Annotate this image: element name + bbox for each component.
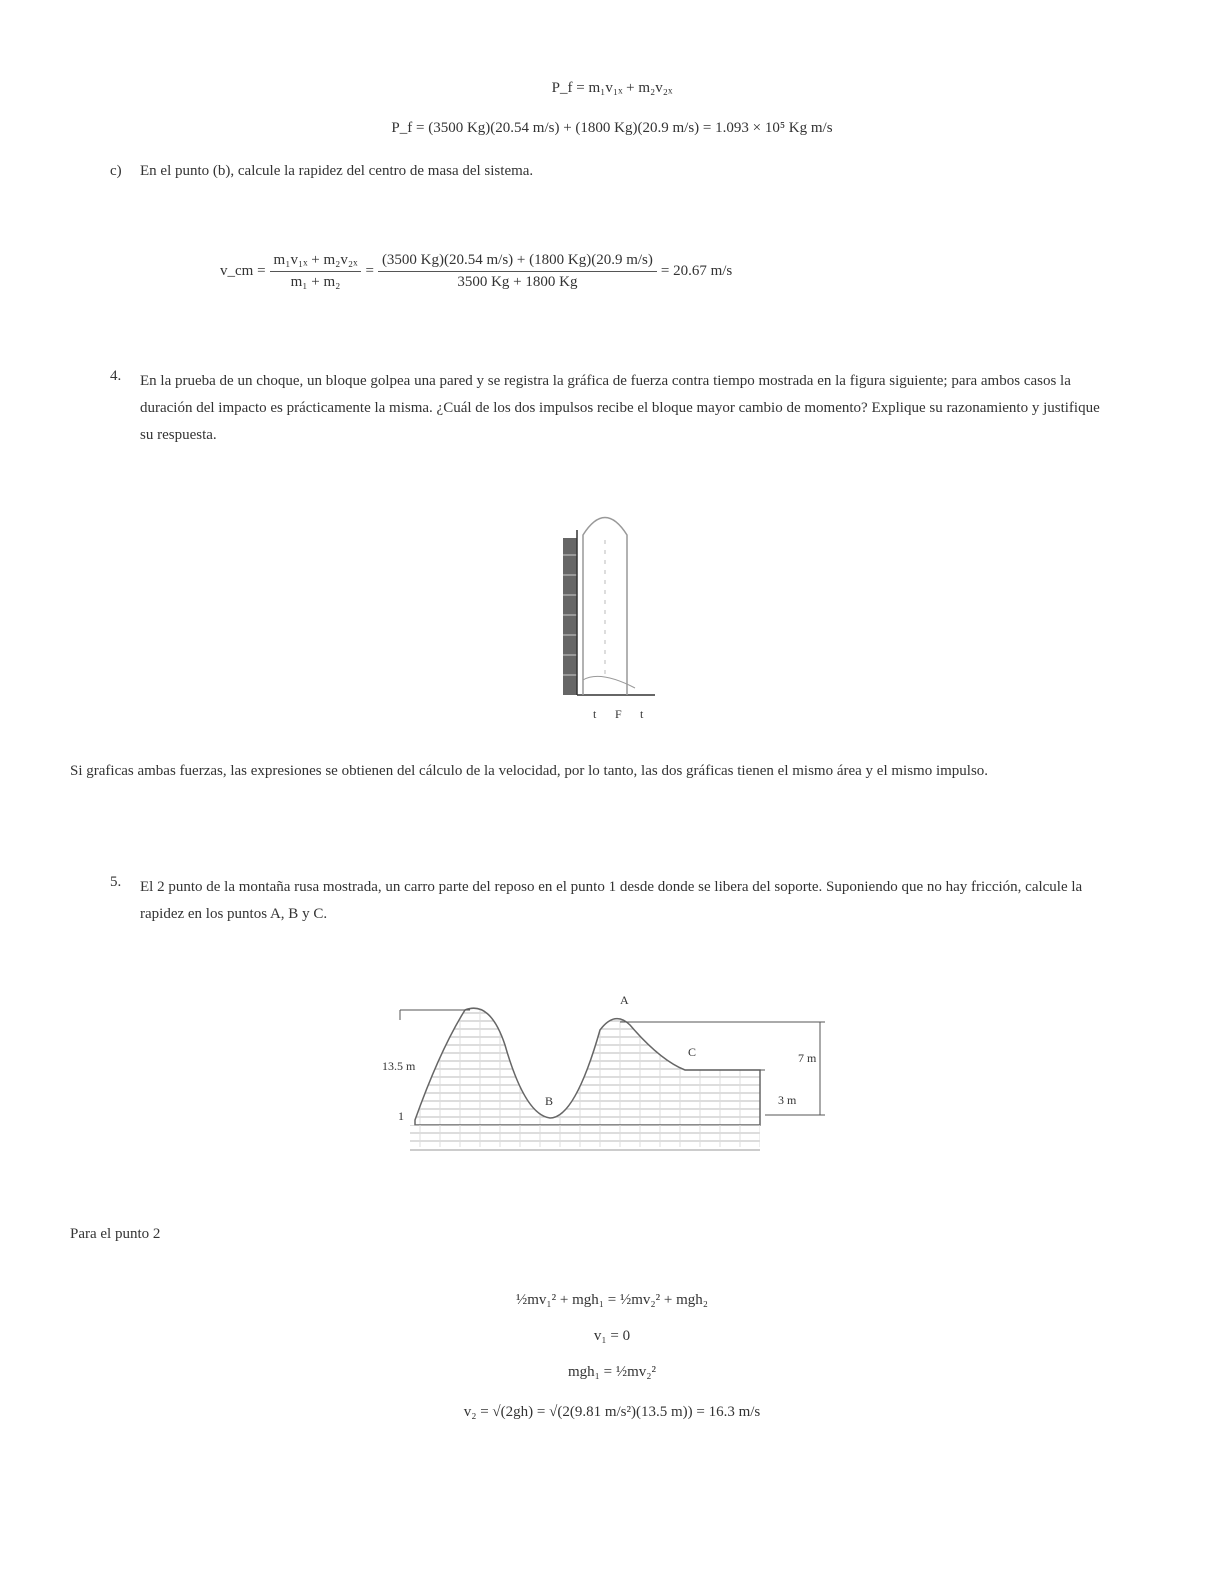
item-c-text: En el punto (b), calcule la rapidez del centro de masa del sistema. [140, 163, 534, 179]
axis-label: F [615, 707, 622, 721]
point-b-label: B [545, 1094, 554, 1108]
vcm-fraction-symbolic [270, 252, 362, 291]
height-label: 3 m [778, 1093, 797, 1107]
point-c-label: C [688, 1045, 697, 1059]
height-label: 7 m [798, 1051, 817, 1065]
height-label: 13.5 m [382, 1059, 416, 1073]
point-1-label: 1 [398, 1109, 404, 1123]
initial-velocity: v₁ = 0 [593, 1328, 631, 1344]
energy-equation: ½mv₁² + mgh₁ = ½mv₂² + mgh₂ [516, 1292, 708, 1308]
point-a-label: A [620, 993, 629, 1007]
denominator: 3500 Kg + 1800 Kg [457, 274, 578, 290]
vcm-fraction-numeric [378, 252, 657, 291]
answer-paragraph: Si graficas ambas fuerzas, las expresiones se obtienen del cálculo de la velocidad, por lo tanto, las dos gráficas tienen el mismo área y el mismo impulso. [70, 763, 989, 779]
axis-label: t [593, 707, 597, 721]
force-time-graph [555, 500, 665, 725]
item-5-text: El 2 punto de la montaña rusa mostrada, un carro parte del reposo en el punto 1 desde donde se libera del soporte. Suponiendo que no hay fricción, calcule la rapidez en los puntos A, B y C. [140, 879, 1083, 922]
axis-label: t [640, 707, 644, 721]
equation-momentum-value: P_f = (3500 Kg)(20.54 m/s) + (1800 Kg)(20.9 m/s) = 1.093 × 10⁵ Kg m/s [391, 120, 833, 136]
item-c-number: c) [110, 163, 122, 179]
energy-simplified: mgh₁ = ½mv₂² [567, 1364, 656, 1380]
numerator: m₁v₁ₓ + m₂v₂ₓ [270, 252, 362, 272]
section-label: Para el punto 2 [70, 1226, 161, 1242]
equation-momentum-def: P_f = m₁v₁ₓ + m₂v₂ₓ [551, 80, 673, 96]
item-5-number: 5. [110, 874, 122, 890]
roller-coaster-figure [370, 990, 850, 1160]
denominator: m₁ + m₂ [290, 274, 341, 290]
bar-impulse [563, 538, 577, 695]
force-curve [583, 518, 627, 696]
track [415, 1008, 760, 1125]
vcm-lhs: v_cm = [220, 263, 266, 279]
vcm-result: = 20.67 m/s [660, 263, 733, 279]
equation-vcm: v_cm = $\frac{\text{m₁v₁ₓ + m₂v₂ₓ}}{\text{m₁ + m₂}}$ = $\frac{(3500 Kg)(20.54 m/s) + (1800 Kg)(20.9 m/s)}{3500 Kg + 1800 Kg}$ = 20.67 m/s [220, 252, 733, 290]
item-4-number: 4. [110, 368, 122, 384]
final-velocity: v₂ = √(2gh) = √(2(9.81 m/s²)(13.5 m)) = 16.3 m/s [463, 1404, 761, 1420]
numerator: (3500 Kg)(20.54 m/s) + (1800 Kg)(20.9 m/s) [378, 252, 657, 272]
item-4-text: En la prueba de un choque, un bloque golpea una pared y se registra la gráfica de fuerza contra tiempo mostrada en la figura siguiente; para ambos casos la duración del impacto es prácticamente la misma. ¿Cuál de los dos impulsos recibe el bloque mayor cambio de momento? Explique su razonamiento y justifique su respuesta. [140, 373, 1100, 443]
